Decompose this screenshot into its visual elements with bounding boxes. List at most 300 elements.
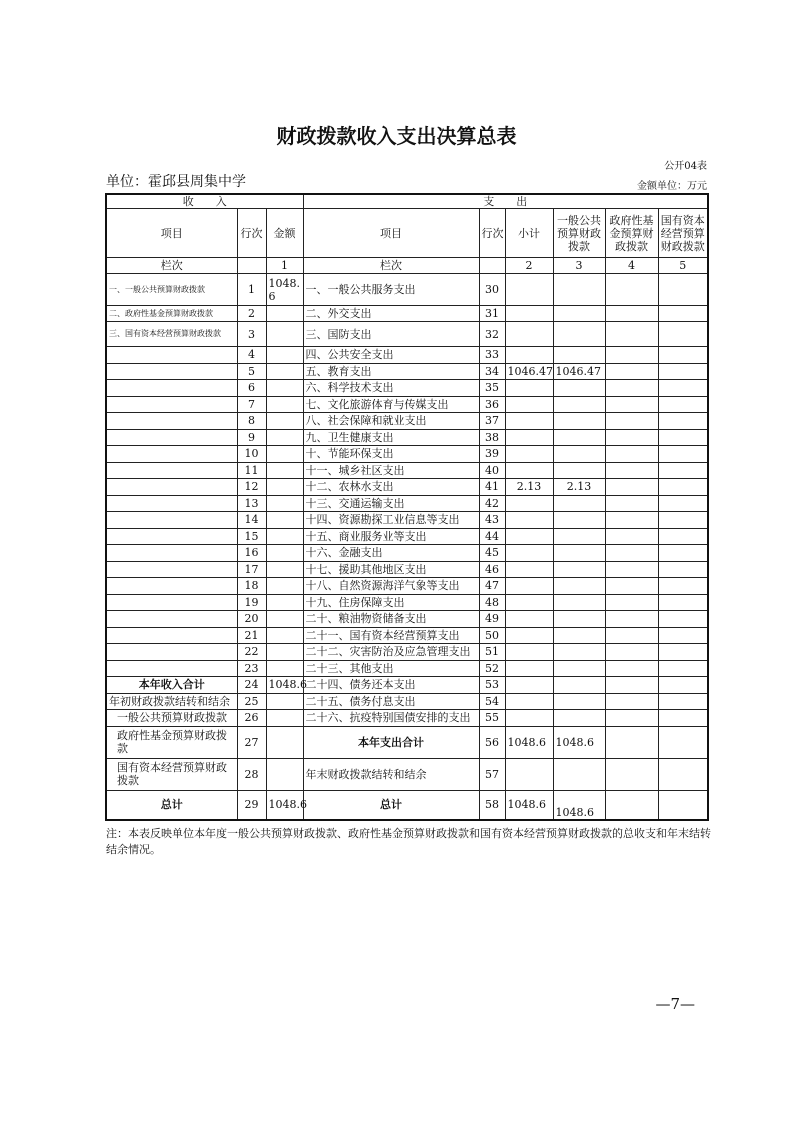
income-amount	[266, 693, 303, 710]
income-item: 三、国有资本经营预算财政拨款	[106, 322, 237, 347]
expense-general	[553, 693, 605, 710]
expense-fund	[605, 790, 658, 820]
page-number: —7—	[655, 995, 695, 1013]
income-item: 年初财政拨款结转和结余	[106, 693, 237, 710]
income-amount	[266, 462, 303, 479]
expense-general	[553, 644, 605, 661]
expense-subtotal	[505, 462, 553, 479]
expense-subtotal	[505, 561, 553, 578]
income-line: 23	[237, 660, 266, 677]
expense-general: 1048.6	[553, 790, 605, 820]
expense-item: 十五、商业服务业等支出	[303, 528, 479, 545]
expense-fund	[605, 710, 658, 727]
income-item	[106, 446, 237, 463]
table-row	[106, 396, 708, 413]
expense-state	[658, 306, 708, 322]
income-amount	[266, 561, 303, 578]
expense-fund	[605, 677, 658, 694]
income-amount	[266, 363, 303, 380]
income-item	[106, 396, 237, 413]
income-amount	[266, 611, 303, 628]
expense-general	[553, 512, 605, 529]
col-state: 国有资本经营预算财政拨款	[658, 209, 708, 258]
expense-state	[658, 726, 708, 758]
income-amount	[266, 413, 303, 430]
income-amount	[266, 660, 303, 677]
income-item: 二、政府性基金预算财政拨款	[106, 306, 237, 322]
expense-state	[658, 528, 708, 545]
income-line: 3	[237, 322, 266, 347]
expense-fund	[605, 413, 658, 430]
expense-line: 31	[479, 306, 505, 322]
expense-line: 47	[479, 578, 505, 595]
expense-state	[658, 512, 708, 529]
expense-state	[658, 677, 708, 694]
expense-subtotal	[505, 347, 553, 364]
col-num-1: 1	[266, 258, 303, 274]
table-row	[106, 561, 708, 578]
expense-item: 总计	[303, 790, 479, 820]
income-item: 政府性基金预算财政拨款	[106, 726, 237, 758]
expense-fund	[605, 495, 658, 512]
expense-general	[553, 306, 605, 322]
income-line: 26	[237, 710, 266, 727]
table-note: 注：本表反映单位本年度一般公共预算财政拨款、政府性基金预算财政拨款和国有资本经营预算财政拨款的总收支和年末结转结余情况。	[106, 827, 711, 856]
expense-line: 53	[479, 677, 505, 694]
col-fund: 政府性基金预算财政拨款	[605, 209, 658, 258]
expense-item: 二十、粮油物资储备支出	[303, 611, 479, 628]
expense-item: 十八、自然资源海洋气象等支出	[303, 578, 479, 595]
table-row	[106, 322, 708, 347]
expense-state	[658, 347, 708, 364]
expense-general	[553, 446, 605, 463]
expense-state	[658, 693, 708, 710]
expense-state	[658, 495, 708, 512]
expense-line: 30	[479, 274, 505, 306]
expense-item: 七、文化旅游体育与传媒支出	[303, 396, 479, 413]
expense-state	[658, 627, 708, 644]
expense-fund	[605, 274, 658, 306]
income-item	[106, 545, 237, 562]
income-amount	[266, 578, 303, 595]
expense-general	[553, 396, 605, 413]
income-item: 总计	[106, 790, 237, 820]
expense-fund	[605, 479, 658, 496]
income-amount: 1048.6	[266, 274, 303, 306]
income-item	[106, 429, 237, 446]
income-item: 一般公共预算财政拨款	[106, 710, 237, 727]
income-item	[106, 413, 237, 430]
expense-general	[553, 578, 605, 595]
income-amount	[266, 322, 303, 347]
expense-state	[658, 363, 708, 380]
table-row	[106, 545, 708, 562]
expense-fund	[605, 363, 658, 380]
expense-fund	[605, 347, 658, 364]
expense-general	[553, 462, 605, 479]
table-row	[106, 413, 708, 430]
income-line: 19	[237, 594, 266, 611]
expense-subtotal	[505, 758, 553, 790]
lanci-label-2: 栏次	[303, 258, 479, 274]
expense-state	[658, 790, 708, 820]
expense-general	[553, 347, 605, 364]
table-row	[106, 380, 708, 397]
income-header: 收 入	[106, 194, 303, 209]
income-amount	[266, 644, 303, 661]
expense-subtotal	[505, 446, 553, 463]
expense-general: 1046.47	[553, 363, 605, 380]
expense-line: 40	[479, 462, 505, 479]
table-row	[106, 479, 708, 496]
expense-general	[553, 627, 605, 644]
col-line: 行次	[237, 209, 266, 258]
expense-item: 二、外交支出	[303, 306, 479, 322]
expense-item: 十三、交通运输支出	[303, 495, 479, 512]
expense-fund	[605, 545, 658, 562]
expense-item: 二十五、债务付息支出	[303, 693, 479, 710]
unit-name: 单位：霍邱县周集中学	[106, 174, 246, 190]
expense-item: 二十二、灾害防治及应急管理支出	[303, 644, 479, 661]
expense-fund	[605, 396, 658, 413]
expense-general	[553, 429, 605, 446]
col-num-3: 3	[553, 258, 605, 274]
expense-subtotal	[505, 495, 553, 512]
expense-line: 44	[479, 528, 505, 545]
expense-subtotal	[505, 429, 553, 446]
income-amount: 1048.6	[266, 677, 303, 694]
expense-line: 52	[479, 660, 505, 677]
income-item	[106, 561, 237, 578]
expense-line: 38	[479, 429, 505, 446]
expense-line: 39	[479, 446, 505, 463]
income-line: 17	[237, 561, 266, 578]
expense-state	[658, 644, 708, 661]
expense-general	[553, 528, 605, 545]
expense-subtotal	[505, 611, 553, 628]
col-num-5: 5	[658, 258, 708, 274]
income-amount	[266, 594, 303, 611]
expense-fund	[605, 578, 658, 595]
expense-line: 32	[479, 322, 505, 347]
expense-line: 37	[479, 413, 505, 430]
table-row	[106, 660, 708, 677]
table-row	[106, 578, 708, 595]
expense-line: 54	[479, 693, 505, 710]
expense-item: 本年支出合计	[303, 726, 479, 758]
col-line2: 行次	[479, 209, 505, 258]
income-amount	[266, 306, 303, 322]
col-amount: 金额	[266, 209, 303, 258]
table-row	[106, 710, 708, 727]
expense-general	[553, 413, 605, 430]
expense-general	[553, 710, 605, 727]
income-item	[106, 462, 237, 479]
expense-state	[658, 446, 708, 463]
expense-item: 十二、农林水支出	[303, 479, 479, 496]
expense-fund	[605, 660, 658, 677]
expense-state	[658, 710, 708, 727]
table-row	[106, 363, 708, 380]
expense-fund	[605, 627, 658, 644]
table-row	[106, 758, 708, 790]
col-item2: 项目	[303, 209, 479, 258]
income-item: 国有资本经营预算财政拨款	[106, 758, 237, 790]
expense-item: 年末财政拨款结转和结余	[303, 758, 479, 790]
expense-state	[658, 396, 708, 413]
col-general: 一般公共预算财政拨款	[553, 209, 605, 258]
expense-subtotal	[505, 710, 553, 727]
expense-line: 57	[479, 758, 505, 790]
expense-subtotal	[505, 660, 553, 677]
income-line: 18	[237, 578, 266, 595]
expense-state	[658, 561, 708, 578]
expense-subtotal	[505, 578, 553, 595]
page-title: 财政拨款收入支出决算总表	[276, 124, 517, 148]
expense-subtotal	[505, 380, 553, 397]
income-amount	[266, 396, 303, 413]
table-row	[106, 462, 708, 479]
table-row	[106, 446, 708, 463]
budget-table	[105, 193, 709, 821]
expense-subtotal	[505, 306, 553, 322]
income-amount	[266, 758, 303, 790]
income-item	[106, 528, 237, 545]
expense-item: 六、科学技术支出	[303, 380, 479, 397]
expense-general	[553, 594, 605, 611]
expense-state	[658, 545, 708, 562]
expense-line: 41	[479, 479, 505, 496]
table-row	[106, 693, 708, 710]
income-line: 1	[237, 274, 266, 306]
expense-item: 三、国防支出	[303, 322, 479, 347]
income-line: 4	[237, 347, 266, 364]
expense-item: 十、节能环保支出	[303, 446, 479, 463]
expense-state	[658, 660, 708, 677]
expense-item: 一、一般公共服务支出	[303, 274, 479, 306]
expense-item: 二十四、债务还本支出	[303, 677, 479, 694]
expense-general	[553, 611, 605, 628]
expense-subtotal	[505, 677, 553, 694]
expense-subtotal	[505, 512, 553, 529]
expense-state	[658, 413, 708, 430]
income-amount	[266, 380, 303, 397]
income-line: 5	[237, 363, 266, 380]
expense-fund	[605, 512, 658, 529]
table-row	[106, 528, 708, 545]
expense-item: 十九、住房保障支出	[303, 594, 479, 611]
expense-state	[658, 380, 708, 397]
expense-general	[553, 660, 605, 677]
expense-fund	[605, 561, 658, 578]
income-line: 25	[237, 693, 266, 710]
income-amount	[266, 347, 303, 364]
expense-fund	[605, 726, 658, 758]
income-amount	[266, 528, 303, 545]
income-item	[106, 380, 237, 397]
income-line: 6	[237, 380, 266, 397]
income-item	[106, 627, 237, 644]
income-line: 16	[237, 545, 266, 562]
expense-general: 1048.6	[553, 726, 605, 758]
expense-fund	[605, 429, 658, 446]
expense-item: 四、公共安全支出	[303, 347, 479, 364]
income-amount	[266, 726, 303, 758]
expense-fund	[605, 644, 658, 661]
expense-subtotal	[505, 693, 553, 710]
expense-subtotal: 2.13	[505, 479, 553, 496]
income-line: 11	[237, 462, 266, 479]
income-line: 21	[237, 627, 266, 644]
expense-item: 八、社会保障和就业支出	[303, 413, 479, 430]
expense-general	[553, 545, 605, 562]
expense-general	[553, 274, 605, 306]
income-line: 13	[237, 495, 266, 512]
income-line: 22	[237, 644, 266, 661]
expense-header: 支 出	[303, 194, 708, 209]
expense-line: 51	[479, 644, 505, 661]
income-line: 20	[237, 611, 266, 628]
expense-subtotal	[505, 545, 553, 562]
col-subtotal: 小计	[505, 209, 553, 258]
expense-line: 42	[479, 495, 505, 512]
income-line: 29	[237, 790, 266, 820]
expense-general	[553, 322, 605, 347]
income-amount	[266, 495, 303, 512]
income-amount	[266, 710, 303, 727]
income-amount	[266, 446, 303, 463]
table-row	[106, 512, 708, 529]
income-item	[106, 578, 237, 595]
income-item	[106, 363, 237, 380]
expense-subtotal	[505, 644, 553, 661]
expense-state	[658, 611, 708, 628]
expense-subtotal	[505, 396, 553, 413]
expense-subtotal	[505, 413, 553, 430]
expense-item: 二十六、抗疫特别国债安排的支出	[303, 710, 479, 727]
expense-subtotal: 1048.6	[505, 790, 553, 820]
income-item	[106, 644, 237, 661]
expense-general	[553, 495, 605, 512]
expense-general	[553, 380, 605, 397]
table-row	[106, 495, 708, 512]
income-item	[106, 512, 237, 529]
expense-line: 55	[479, 710, 505, 727]
expense-general: 2.13	[553, 479, 605, 496]
table-row	[106, 429, 708, 446]
lanci-label: 栏次	[106, 258, 237, 274]
expense-fund	[605, 758, 658, 790]
income-line: 12	[237, 479, 266, 496]
income-line: 24	[237, 677, 266, 694]
table-row	[106, 274, 708, 306]
income-line: 2	[237, 306, 266, 322]
money-unit: 金额单位：万元	[637, 181, 707, 192]
income-line: 28	[237, 758, 266, 790]
income-item	[106, 347, 237, 364]
expense-line: 48	[479, 594, 505, 611]
expense-line: 45	[479, 545, 505, 562]
expense-subtotal	[505, 594, 553, 611]
income-amount	[266, 479, 303, 496]
expense-state	[658, 479, 708, 496]
income-line: 14	[237, 512, 266, 529]
expense-fund	[605, 380, 658, 397]
income-amount	[266, 429, 303, 446]
expense-state	[658, 462, 708, 479]
income-line: 8	[237, 413, 266, 430]
expense-line: 46	[479, 561, 505, 578]
expense-item: 九、卫生健康支出	[303, 429, 479, 446]
expense-fund	[605, 693, 658, 710]
expense-state	[658, 274, 708, 306]
table-row	[106, 594, 708, 611]
income-item: 一、一般公共预算财政拨款	[106, 274, 237, 306]
expense-fund	[605, 306, 658, 322]
col-num-4: 4	[605, 258, 658, 274]
expense-general	[553, 561, 605, 578]
expense-subtotal: 1046.47	[505, 363, 553, 380]
income-line: 10	[237, 446, 266, 463]
expense-fund	[605, 446, 658, 463]
expense-line: 50	[479, 627, 505, 644]
expense-state	[658, 322, 708, 347]
expense-item: 二十一、国有资本经营预算支出	[303, 627, 479, 644]
expense-general	[553, 758, 605, 790]
form-number: 公开04表	[664, 161, 707, 172]
expense-subtotal	[505, 528, 553, 545]
expense-line: 49	[479, 611, 505, 628]
table-row	[106, 726, 708, 758]
table-row	[106, 677, 708, 694]
expense-state	[658, 429, 708, 446]
expense-item: 十六、金融支出	[303, 545, 479, 562]
income-amount	[266, 545, 303, 562]
expense-subtotal	[505, 322, 553, 347]
income-line: 7	[237, 396, 266, 413]
table-row	[106, 611, 708, 628]
income-item	[106, 611, 237, 628]
expense-line: 34	[479, 363, 505, 380]
expense-fund	[605, 462, 658, 479]
table-row	[106, 306, 708, 322]
table-row	[106, 347, 708, 364]
income-item	[106, 594, 237, 611]
expense-subtotal	[505, 274, 553, 306]
expense-fund	[605, 611, 658, 628]
income-line: 9	[237, 429, 266, 446]
expense-line: 33	[479, 347, 505, 364]
expense-line: 58	[479, 790, 505, 820]
expense-fund	[605, 594, 658, 611]
expense-item: 十七、援助其他地区支出	[303, 561, 479, 578]
expense-item: 十一、城乡社区支出	[303, 462, 479, 479]
expense-state	[658, 578, 708, 595]
expense-line: 43	[479, 512, 505, 529]
col-num-2: 2	[505, 258, 553, 274]
expense-item: 二十三、其他支出	[303, 660, 479, 677]
table-row	[106, 790, 708, 820]
expense-fund	[605, 528, 658, 545]
expense-item: 五、教育支出	[303, 363, 479, 380]
expense-subtotal: 1048.6	[505, 726, 553, 758]
income-item	[106, 660, 237, 677]
income-line: 15	[237, 528, 266, 545]
expense-state	[658, 594, 708, 611]
income-amount	[266, 627, 303, 644]
expense-general	[553, 677, 605, 694]
table-row	[106, 627, 708, 644]
